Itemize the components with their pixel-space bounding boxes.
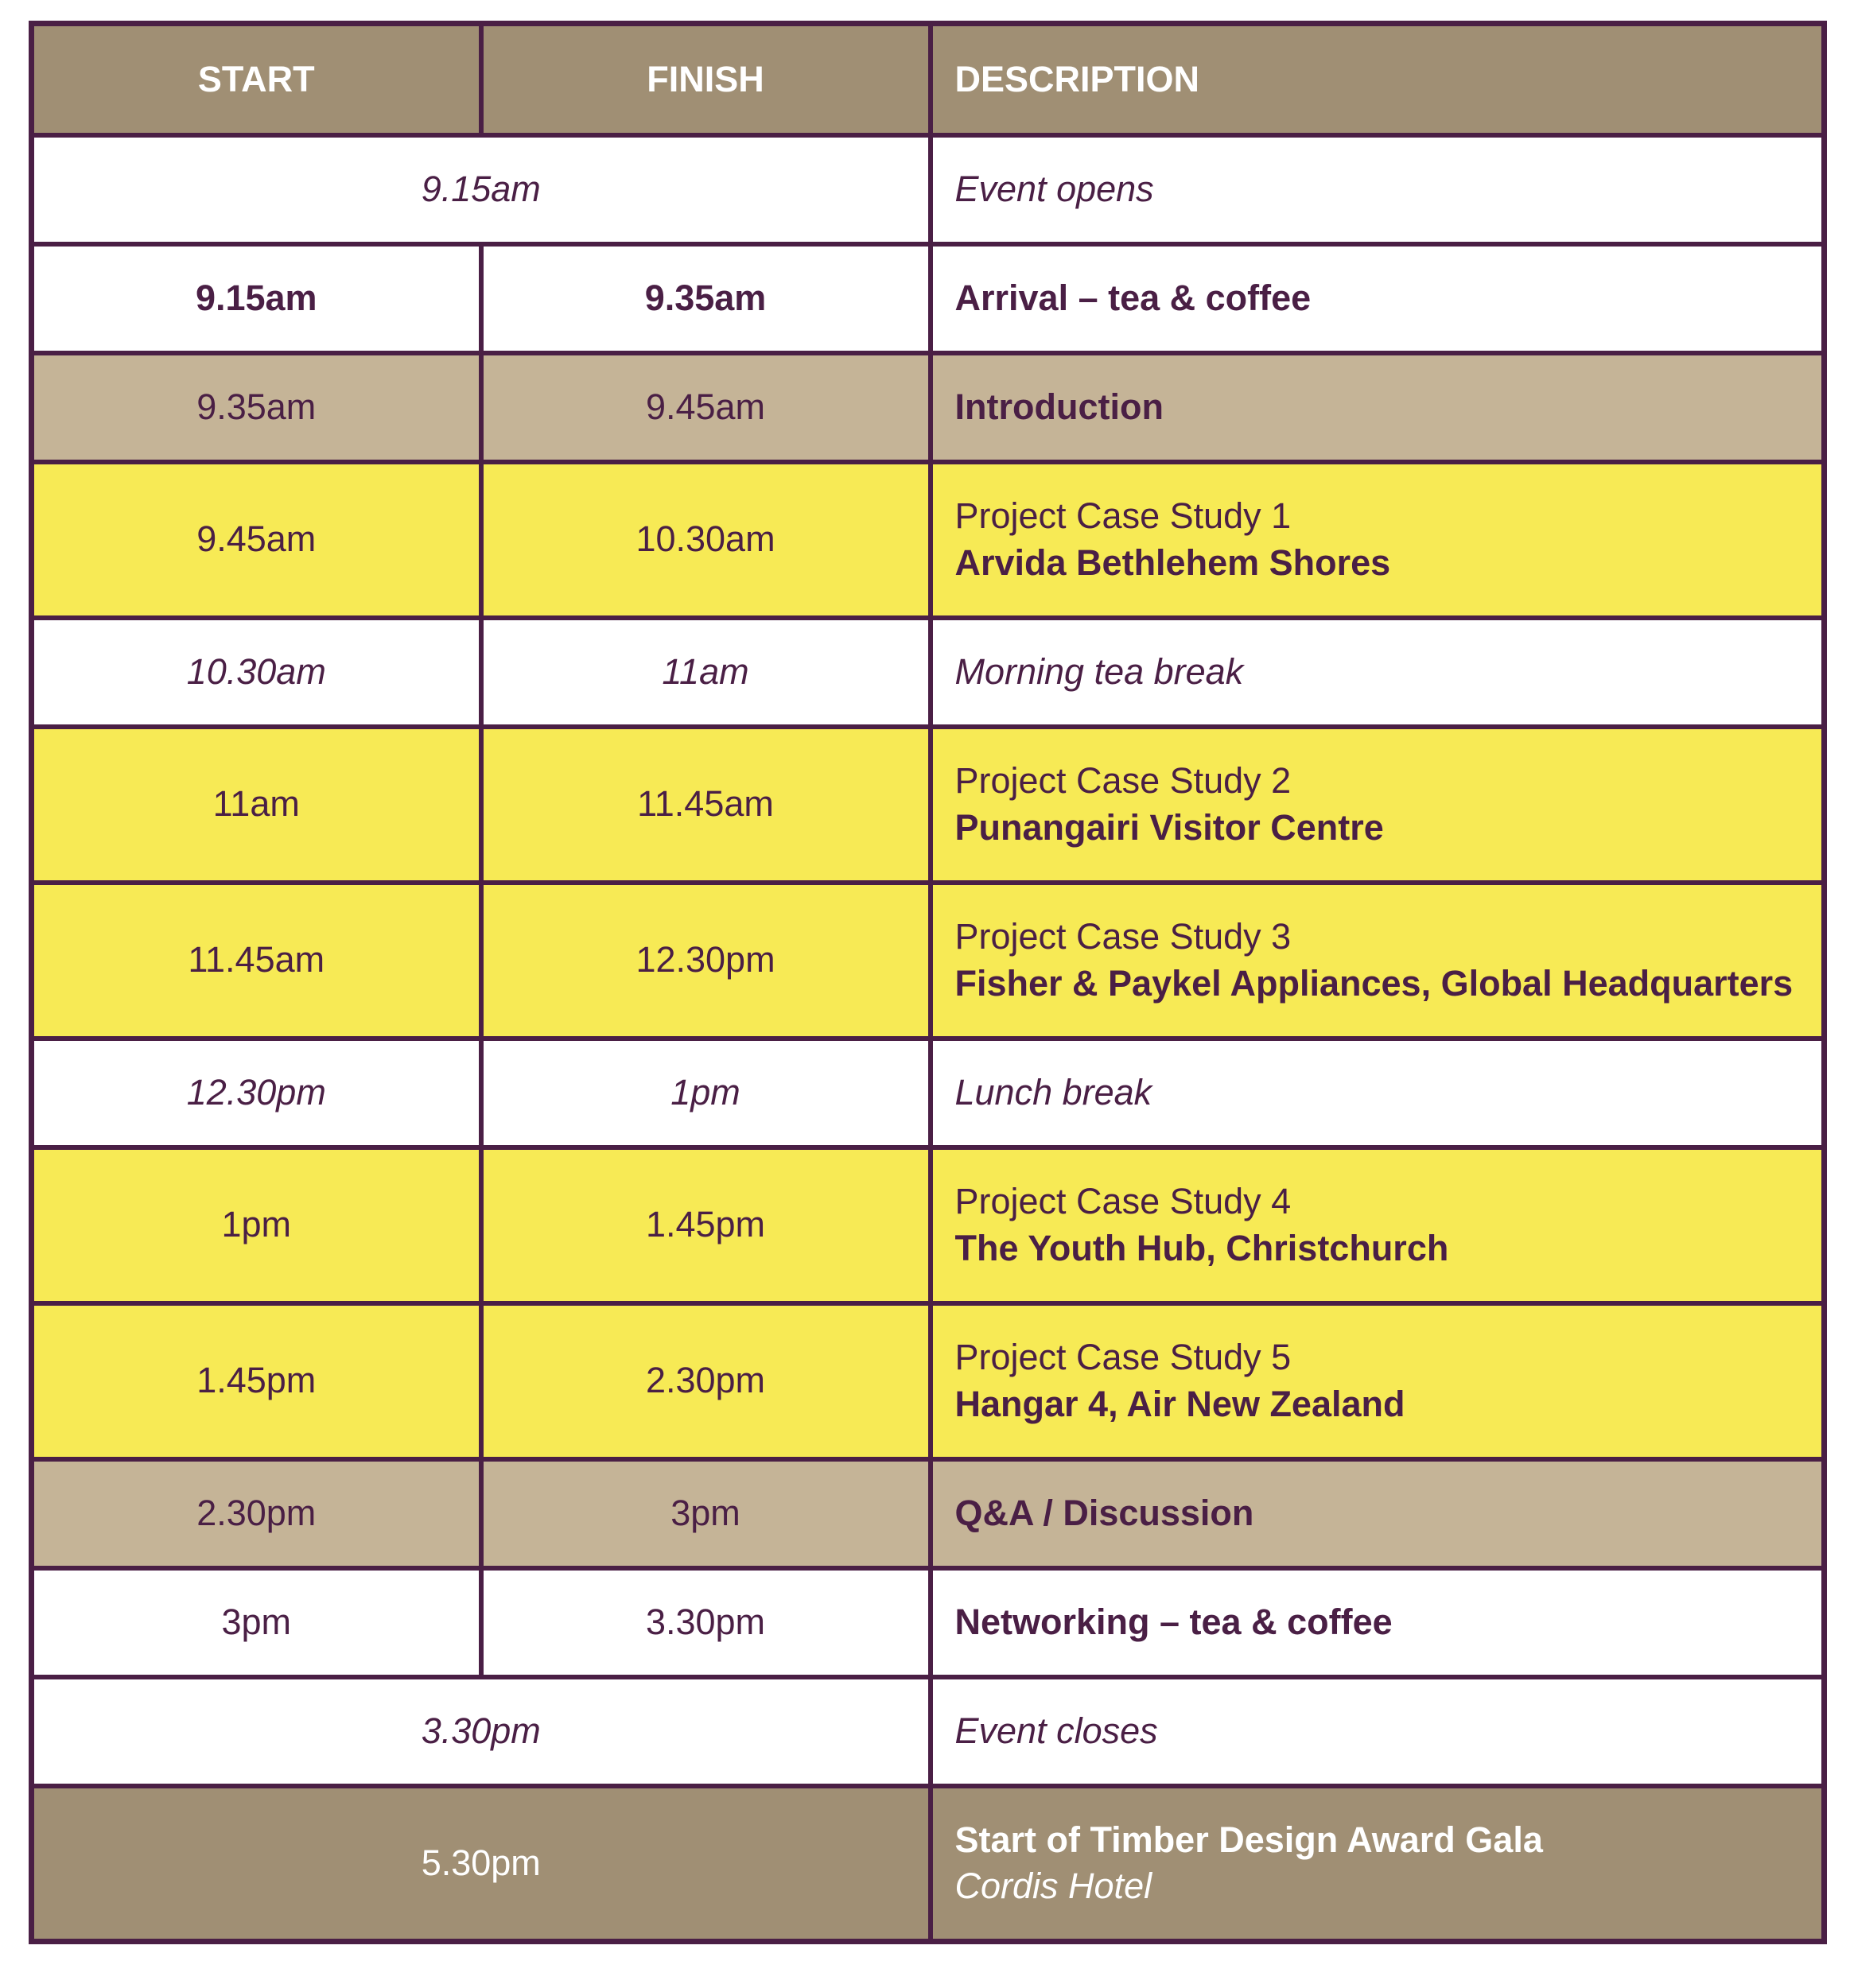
column-header-finish: FINISH [481, 24, 931, 135]
description-cell [931, 1786, 1825, 1942]
table-row [32, 727, 1825, 883]
table-row [32, 244, 1825, 353]
finish-cell: 11.45am [481, 727, 931, 883]
case-study-title: Punangairi Visitor Centre [954, 806, 1384, 848]
start-cell: 9.35am [32, 353, 481, 462]
column-header-start: START [32, 24, 481, 135]
gala-title: Start of Timber Design Award Gala [954, 1819, 1543, 1860]
time-span-cell: 5.30pm [32, 1786, 931, 1942]
start-cell: 1.45pm [32, 1303, 481, 1459]
case-study-label: Project Case Study 3 [954, 916, 1292, 957]
case-study-label: Project Case Study 5 [954, 1337, 1292, 1377]
description-cell [931, 1147, 1825, 1303]
description-cell: Event closes [931, 1677, 1825, 1786]
finish-cell: 1.45pm [481, 1147, 931, 1303]
table-row [32, 1786, 1825, 1942]
finish-cell: 11am [481, 618, 931, 727]
table-row [32, 1147, 1825, 1303]
table-row [32, 618, 1825, 727]
table-row [32, 1568, 1825, 1677]
table-row [32, 462, 1825, 618]
case-study-title: Fisher & Paykel Appliances, Global Headquarters [954, 962, 1794, 1004]
table-header-row [32, 24, 1825, 135]
case-study-label: Project Case Study 2 [954, 760, 1292, 801]
start-cell: 9.45am [32, 462, 481, 618]
description-cell: Lunch break [931, 1039, 1825, 1147]
start-cell: 9.15am [32, 244, 481, 353]
finish-cell: 1pm [481, 1039, 931, 1147]
case-study-title: Arvida Bethlehem Shores [954, 542, 1391, 583]
description-cell [931, 883, 1825, 1039]
description-cell: Networking – tea & coffee [931, 1568, 1825, 1677]
start-cell: 10.30am [32, 618, 481, 727]
schedule-table [29, 21, 1827, 1944]
description-cell [931, 1303, 1825, 1459]
start-cell: 3pm [32, 1568, 481, 1677]
description-cell [931, 727, 1825, 883]
column-header-description: DESCRIPTION [931, 24, 1825, 135]
start-cell: 11.45am [32, 883, 481, 1039]
table-row [32, 135, 1825, 244]
time-span-cell: 9.15am [32, 135, 931, 244]
finish-cell: 2.30pm [481, 1303, 931, 1459]
case-study-title: The Youth Hub, Christchurch [954, 1227, 1449, 1268]
table-row [32, 1303, 1825, 1459]
case-study-label: Project Case Study 4 [954, 1181, 1292, 1221]
table-row [32, 1459, 1825, 1568]
description-cell: Morning tea break [931, 618, 1825, 727]
start-cell: 11am [32, 727, 481, 883]
table-row [32, 1039, 1825, 1147]
finish-cell: 9.35am [481, 244, 931, 353]
case-study-title: Hangar 4, Air New Zealand [954, 1383, 1405, 1424]
start-cell: 12.30pm [32, 1039, 481, 1147]
table-row [32, 353, 1825, 462]
description-cell: Event opens [931, 135, 1825, 244]
description-cell [931, 462, 1825, 618]
table-row [32, 883, 1825, 1039]
finish-cell: 3pm [481, 1459, 931, 1568]
time-span-cell: 3.30pm [32, 1677, 931, 1786]
description-cell: Introduction [931, 353, 1825, 462]
start-cell: 2.30pm [32, 1459, 481, 1568]
description-cell: Q&A / Discussion [931, 1459, 1825, 1568]
gala-venue: Cordis Hotel [954, 1866, 1152, 1907]
table-row [32, 1677, 1825, 1786]
finish-cell: 10.30am [481, 462, 931, 618]
start-cell: 1pm [32, 1147, 481, 1303]
finish-cell: 9.45am [481, 353, 931, 462]
finish-cell: 12.30pm [481, 883, 931, 1039]
description-cell: Arrival – tea & coffee [931, 244, 1825, 353]
case-study-label: Project Case Study 1 [954, 495, 1292, 536]
finish-cell: 3.30pm [481, 1568, 931, 1677]
